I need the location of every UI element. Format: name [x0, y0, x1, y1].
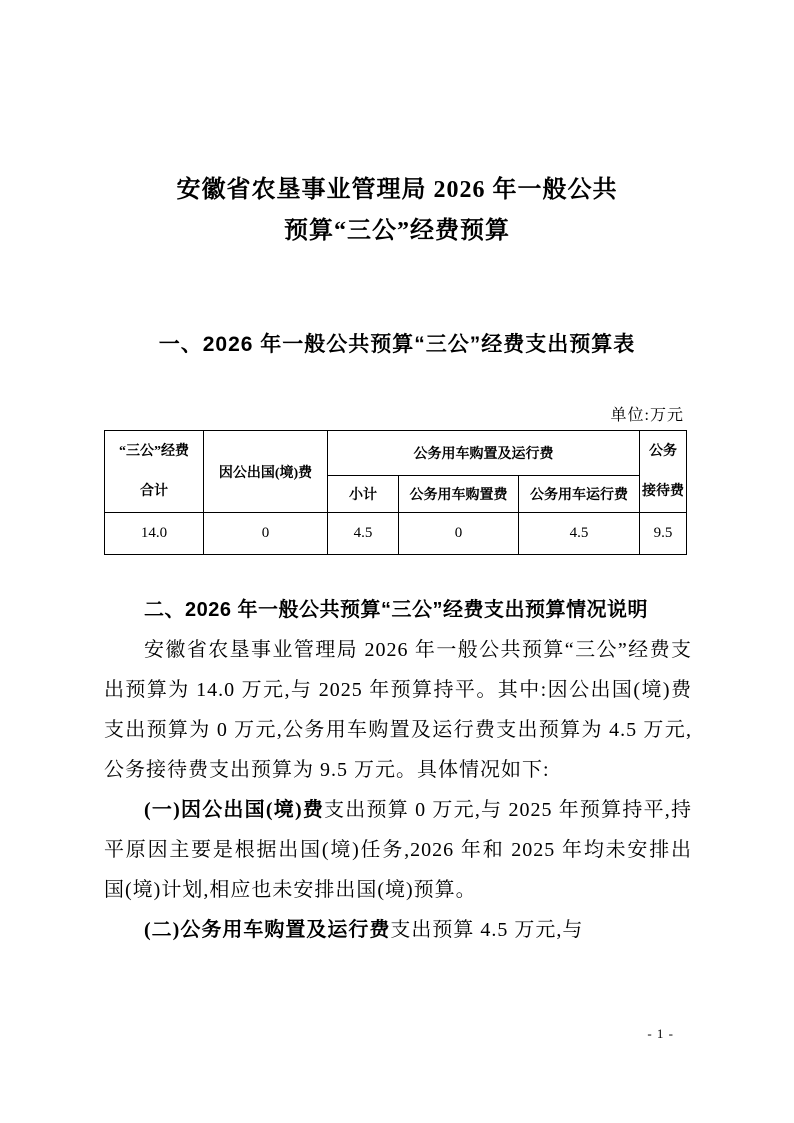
cell-vehicle-subtotal: 4.5 [328, 513, 399, 555]
paragraph-vehicle-body: 支出预算 4.5 万元,与 [390, 919, 584, 941]
section-2-heading: 二、2026 年一般公共预算“三公”经费支出预算情况说明 [144, 599, 649, 621]
header-reception-fee [640, 431, 687, 513]
page-number: - 1 - [647, 1026, 674, 1041]
cell-reception-fee: 9.5 [640, 513, 687, 555]
header-abroad-fee: 因公出国(境)费 [204, 431, 328, 513]
table-data-row [105, 513, 687, 555]
paragraph-abroad-lead: (一)因公出国(境)费 [144, 799, 325, 821]
header-sangong-total [105, 431, 204, 513]
paragraph-overview: 安徽省农垦事业管理局 2026 年一般公共预算“三公”经费支出预算为 14.0 万元,与 2025 年预算持平。其中:因公出国(境)费支出预算为 0 万元,公务用车购置及运行费支出预算为 4.5 万元,公务接待费支出预算为 9.5 万元。具体情况如下: [104, 639, 692, 781]
title-line-1: 安徽省农垦事业管理局 2026 年一般公共 [176, 177, 618, 203]
document-title [0, 170, 794, 252]
cell-abroad-fee: 0 [204, 513, 328, 555]
header-reception-line2: 接待费 [642, 483, 684, 499]
cell-vehicle-purchase: 0 [399, 513, 519, 555]
paragraph-vehicle-lead: (二)公务用车购置及运行费 [144, 919, 391, 941]
cell-sangong-total: 14.0 [105, 513, 204, 555]
header-sangong-total-line1: “三公”经费 [119, 443, 189, 459]
unit-label: 单位:万元 [610, 407, 684, 424]
explanation-section [104, 590, 692, 950]
header-sangong-total-line2: 合计 [140, 483, 168, 499]
cell-vehicle-operation: 4.5 [519, 513, 640, 555]
paragraph-vehicle [104, 910, 692, 950]
title-line-2: 预算“三公”经费预算 [284, 218, 510, 244]
header-vehicle-group: 公务用车购置及运行费 [328, 431, 640, 476]
section-1-heading: 一、2026 年一般公共预算“三公”经费支出预算表 [158, 333, 636, 356]
table-header-row-1 [105, 431, 687, 476]
sangong-budget-table [104, 430, 687, 555]
paragraph-abroad [104, 790, 692, 910]
header-vehicle-operation: 公务用车运行费 [519, 476, 640, 513]
paragraph-abroad-body: 支出预算 0 万元,与 2025 年预算持平,持平原因主要是根据出国(境)任务,2026 年和 2025 年均未安排出国(境)计划,相应也未安排出国(境)预算。 [104, 799, 693, 901]
header-reception-line1: 公务 [649, 443, 677, 459]
header-vehicle-purchase: 公务用车购置费 [399, 476, 519, 513]
header-vehicle-subtotal: 小计 [328, 476, 399, 513]
